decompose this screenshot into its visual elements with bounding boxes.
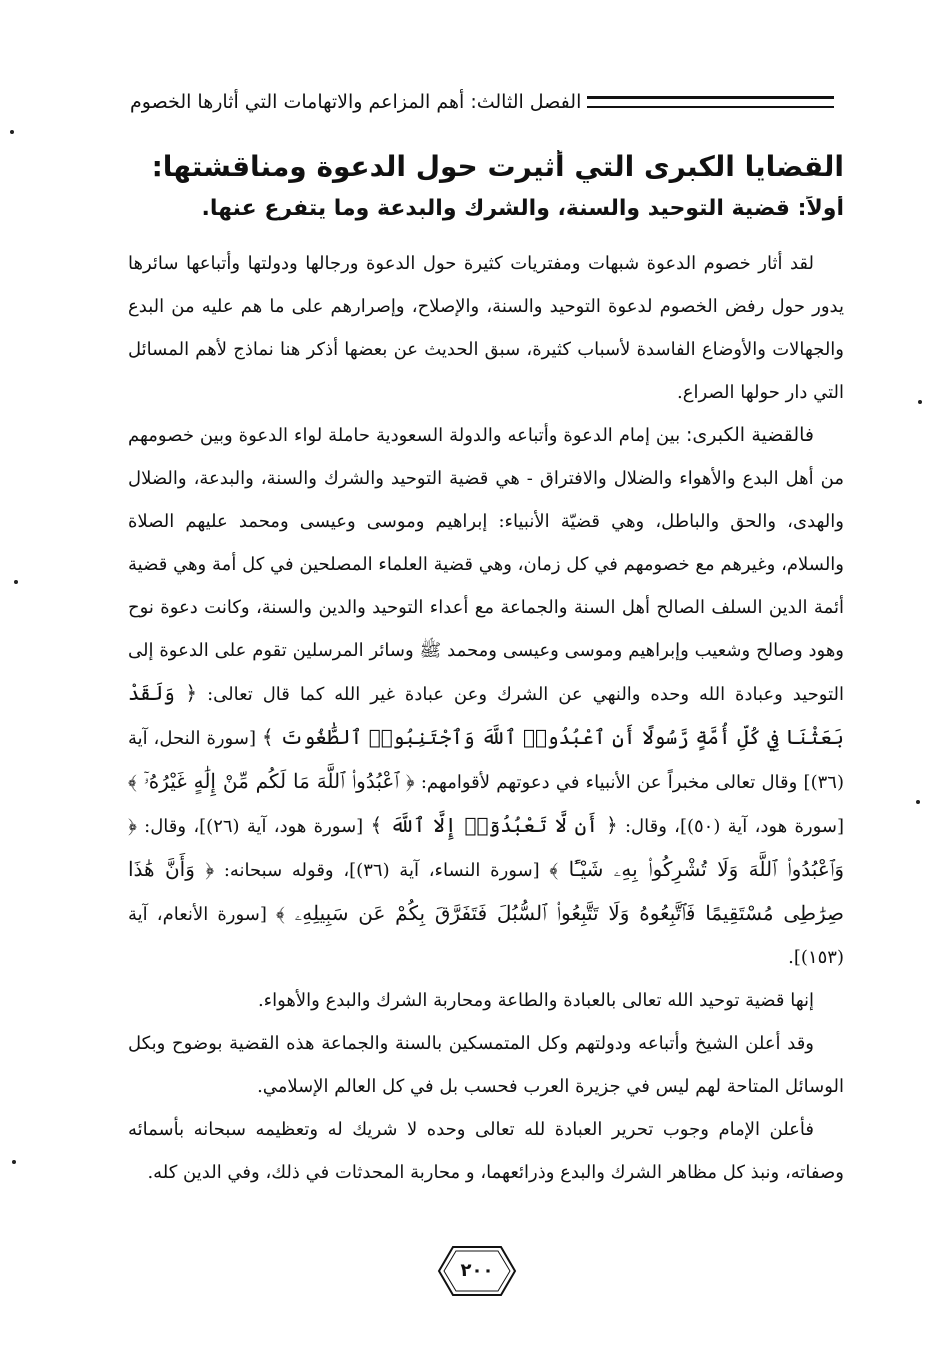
scan-dot xyxy=(918,400,922,404)
paragraph-lead: فالقضية الكبرى: xyxy=(686,424,814,446)
verse-reference: [سورة الأنعام، آية (١٥٣)]. xyxy=(128,904,844,968)
body-text xyxy=(128,242,844,1194)
paragraph-intro: لقد أثار خصوم الدعوة شبهات ومفتريات كثيرة حول الدعوة ورجالها ودولتها وأتباعها سائرها يدور حول رفض الخصوم لدعوة التوحيد والسنة، والإصلاح، وإصرارهم على ما هم عليه من البدع والجهالات والأوضاع الفاسدة لأسباب كثيرة، سبق الحديث عن بعضها أذكر هنا نماذج لأهم المسائل التي دار حولها الصراع. xyxy=(128,253,844,403)
verse-reference: [سورة هود، آية (٢٦)]، وقال: xyxy=(144,816,364,837)
paragraph-main-issue xyxy=(128,414,844,979)
scan-dot xyxy=(12,1160,16,1164)
page-number: ٢٠٠ xyxy=(460,1260,494,1281)
scan-dot xyxy=(10,130,14,134)
paragraph-announcement: وقد أعلن الشيخ وأتباعه ودولتهم وكل المتمسكين بالسنة والجماعة هذه القضية بوضوح وبكل الوسائل المتاحة لهم ليس في جزيرة العرب فحسب بل في كل العالم الإسلامي. xyxy=(128,1033,844,1097)
verse-reference: [سورة النساء، آية (٣٦)]، وقوله سبحانه: xyxy=(223,860,540,881)
quran-verse: ﴿ وَأَنَّ هَٰذَا صِرَٰطِى مُسْتَقِيمًا فَٱتَّبِعُوهُ وَلَا تَتَّبِعُوا۟ ٱلسُّبُلَ فَتَفَرَّقَ بِكُمْ عَن سَبِيلِهِۦ ﴾ xyxy=(128,857,845,925)
section-title: القضايا الكبرى التي أثيرت حول الدعوة ومناقشتها: xyxy=(151,150,844,183)
paragraph-summary: إنها قضية توحيد الله تعالى بالعبادة والطاعة ومحاربة الشرك والبدع والأهواء. xyxy=(257,990,814,1011)
page-number-ornament xyxy=(437,1245,517,1297)
quran-verse: ﴿ أَن لَّا تَعْبُدُوٓا۟ إِلَّا ٱللَّهَ ﴾ xyxy=(370,813,618,837)
running-header xyxy=(130,82,844,122)
header-rule xyxy=(587,96,834,108)
paragraph-body: بين إمام الدعوة وأتباعه والدولة السعودية حاملة لواء الدعوة وبين خصومهم من أهل البدع والأهواء والضلال والافتراق - هي قضية التوحيد والشرك والسنة، والبدعة، والضلال والهدى، والحق والباطل، وهي قضيّة الأنبياء: إبراهيم وموسى وعيسى ومحمد عليهم الصلاة والسلام، وغيرهم مع خصومهم في كل زمان، وهي قضية العلماء المصلحين في كل أمة وهي قضية أئمة الدين السلف الصالح أهل السنة والجماعة مع أعداء التوحيد والدين والسنة، وكانت دعوة نوح وهود وصالح وشعيب وإبراهيم وموسى وعيسى ومحمد ﷺ وسائر المرسلين تقوم على الدعوة إلى التوحيد وعبادة الله وحده والنهي عن الشرك وعن عبادة غير الله كما قال تعالى: xyxy=(128,425,844,705)
quran-verse: ﴿ ٱعْبُدُوا۟ ٱللَّهَ مَا لَكُم مِّنْ إِلَٰهٍ غَيْرُهُۥٓ ﴾ xyxy=(128,769,415,793)
paragraph-imam: فأعلن الإمام وجوب تحرير العبادة لله تعالى وحده لا شريك له وتعظيمه سبحانه بأسمائه وصفاته، ونبذ كل مظاهر الشرك والبدع وذرائعهما، و محاربة المحدثات في ذلك، وفي الدين كله. xyxy=(128,1119,844,1183)
quran-verse: ﴿ وَلَقَدْ بَعَثْنَا فِي كُلِّ أُمَّةٍ رَّسُولًا أَنِ ٱعْبُدُوا۟ ٱللَّهَ وَٱجْتَنِبُوا۟ ٱلطَّٰغُوتَ ﴾ xyxy=(128,681,844,749)
quran-verse: ﴿ وَٱعْبُدُوا۟ ٱللَّهَ وَلَا تُشْرِكُوا۟ بِهِۦ شَيْـًٔا ﴾ xyxy=(128,813,844,881)
verse-reference: [سورة هود، آية (٥٠)]، وقال: xyxy=(624,816,844,837)
section-subtitle: أولاً: قضية التوحيد والسنة، والشرك والبدعة وما يتفرع عنها. xyxy=(201,196,844,221)
verse-reference: [سورة النحل، آية (٣٦)] وقال تعالى مخبراً عن الأنبياء في دعوتهم لأقوامهم: xyxy=(128,728,844,793)
scan-dot xyxy=(916,800,920,804)
scan-dot xyxy=(14,580,18,584)
running-header-title: الفصل الثالث: أهم المزاعم والاتهامات التي أثارها الخصوم xyxy=(130,91,582,113)
